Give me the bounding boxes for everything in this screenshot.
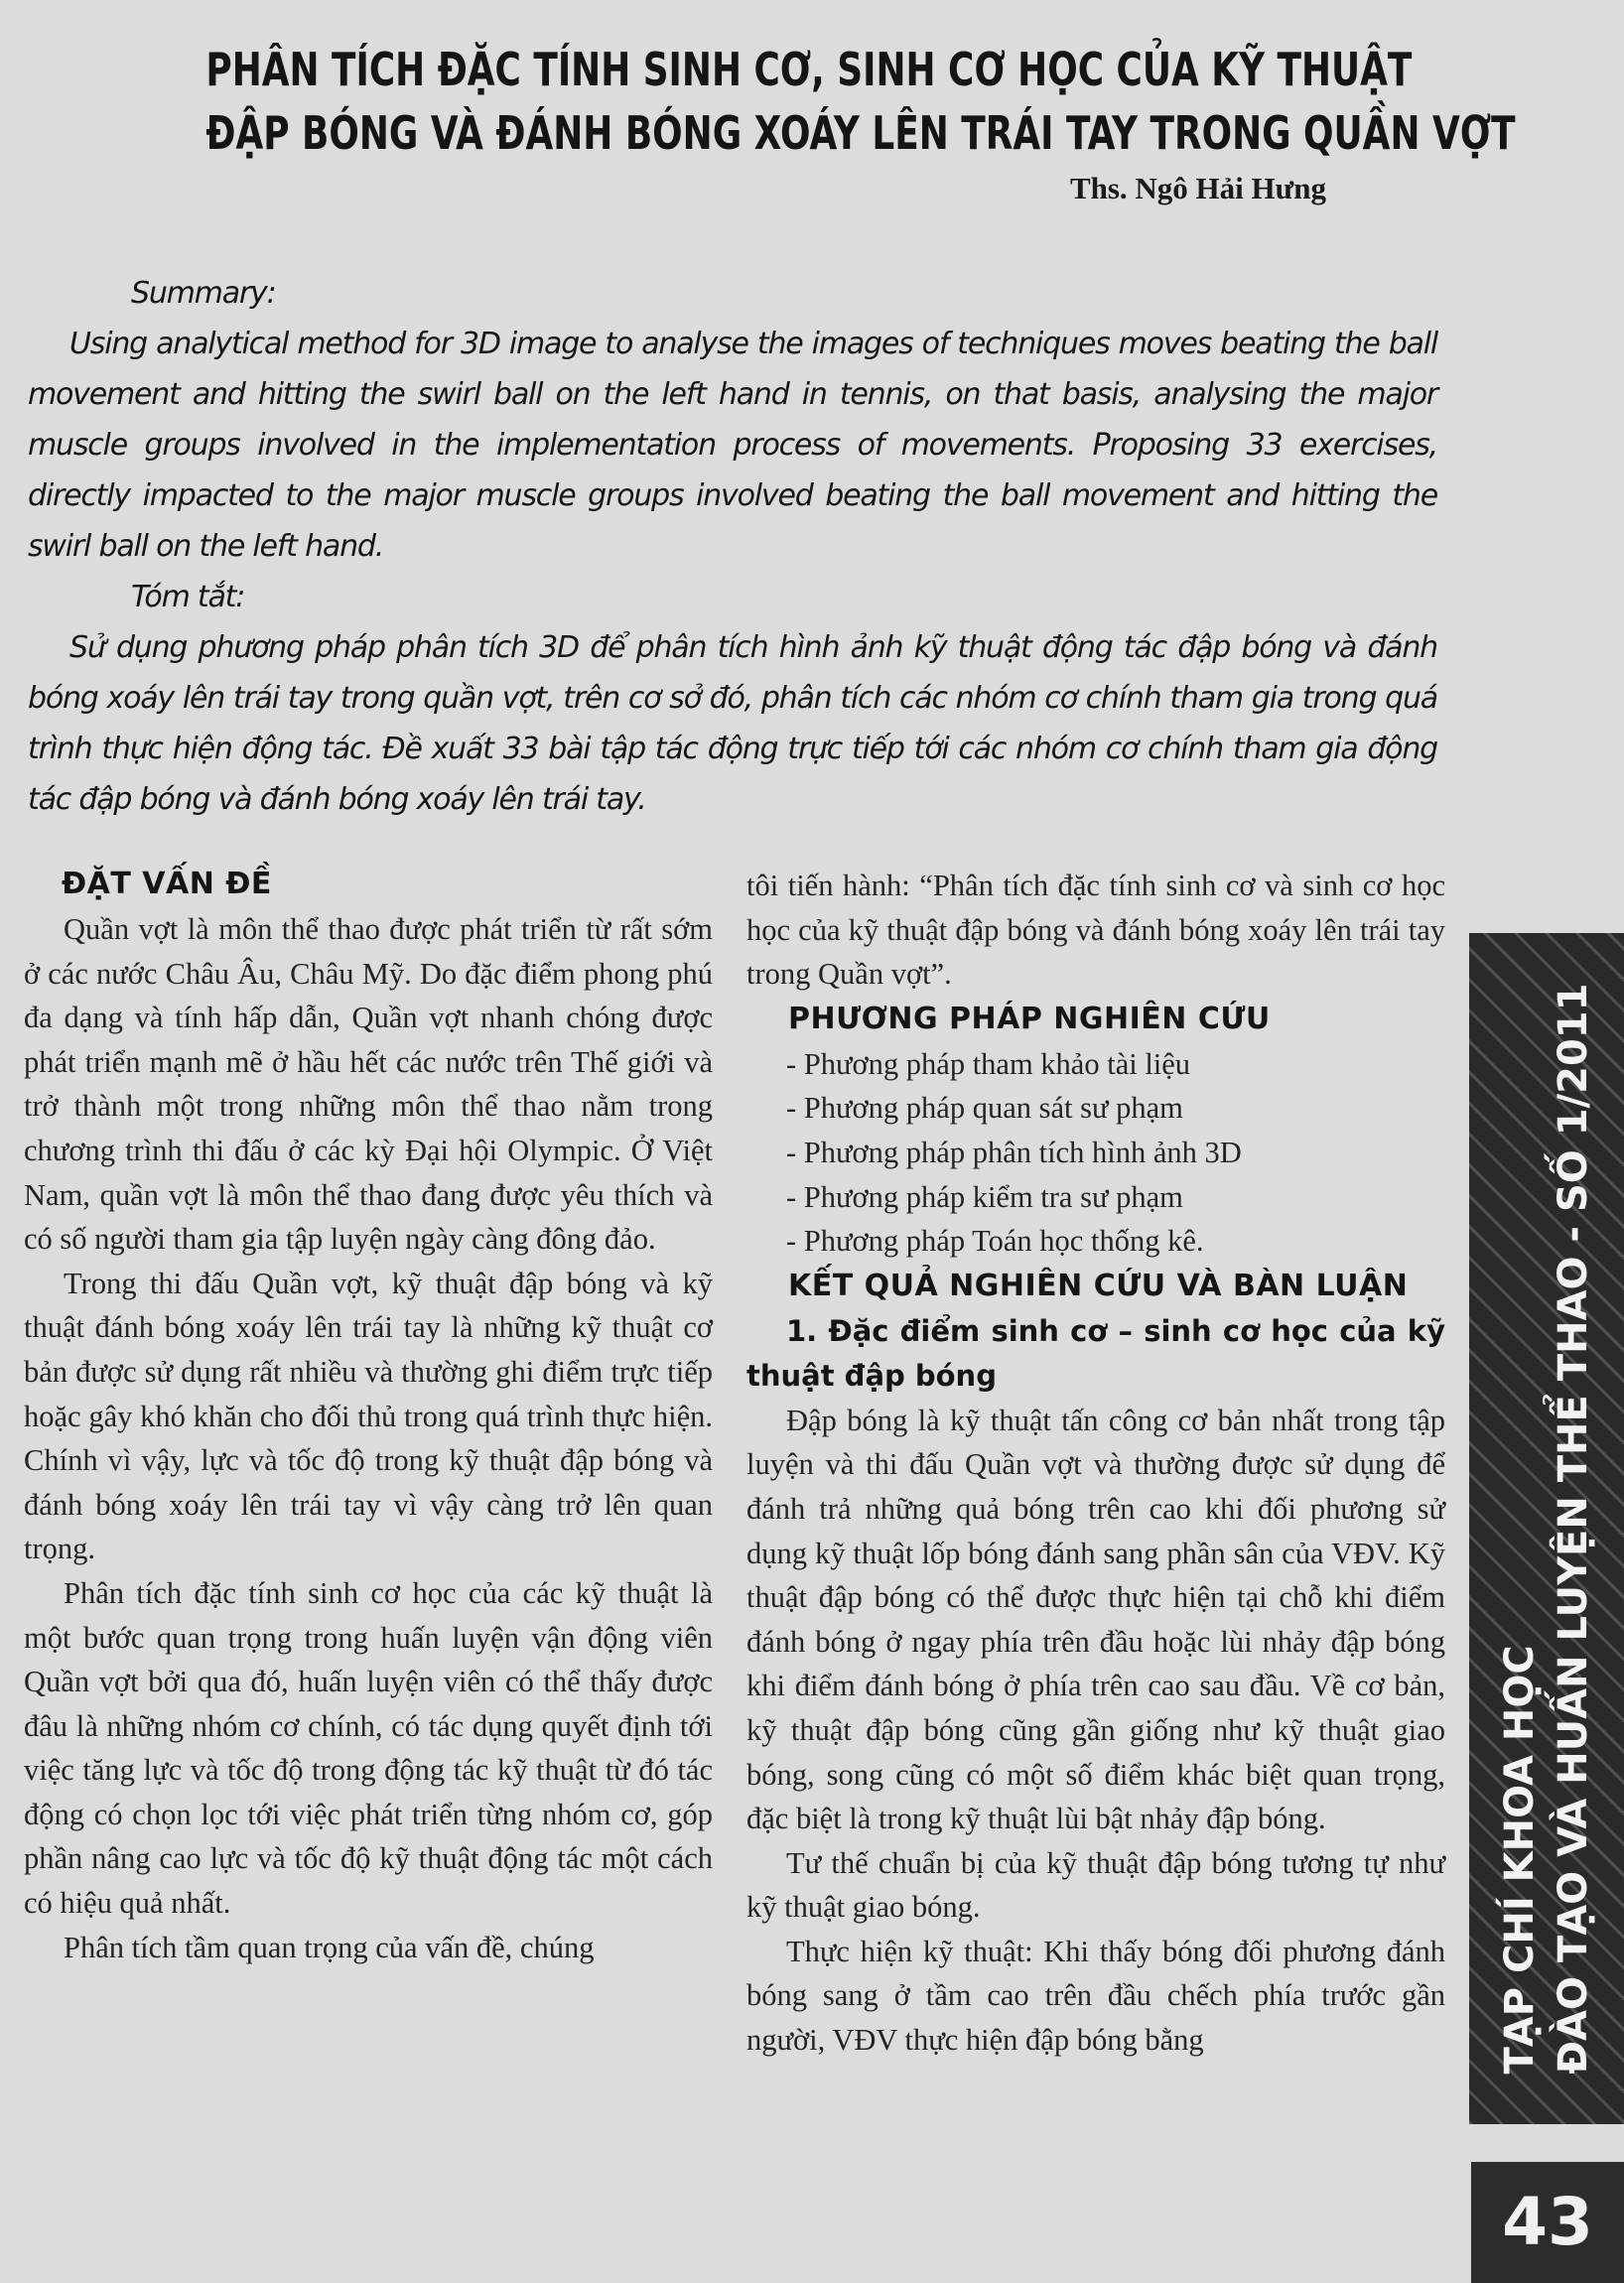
list-item: - Phương pháp quan sát sư phạm bbox=[786, 1091, 1183, 1126]
author-name: Ths. Ngô Hải Hưng bbox=[1069, 171, 1326, 205]
list-item: - Phương pháp phân tích hình ảnh 3D bbox=[786, 1135, 1242, 1169]
article-title bbox=[205, 38, 1516, 165]
list-item: - Phương pháp Toán học thống kê. bbox=[786, 1224, 1204, 1259]
abstract-block bbox=[28, 268, 1437, 825]
title-line-1: PHÂN TÍCH ĐẶC TÍNH SINH CƠ, SINH CƠ HỌC CỦA KỸ THUẬT bbox=[205, 43, 1413, 96]
summary-text: Using analytical method for 3D image to analyse the images of techniques moves beating the ball movement and hitting the swirl ball on the left hand in tennis, on that basis, analysing the major muscle groups involved in the implementation process of movements. Proposing 33 exercises, directly impacted to the major muscle groups involved beating the ball movement and hitting the swirl ball on the left hand. bbox=[28, 327, 1437, 564]
list-item: - Phương pháp tham khảo tài liệu bbox=[786, 1046, 1191, 1081]
list-item: - Phương pháp kiểm tra sư phạm bbox=[786, 1179, 1183, 1214]
section-heading-intro: ĐẶT VẤN ĐỀ bbox=[62, 867, 272, 901]
journal-name bbox=[1493, 984, 1600, 2075]
paragraph: Đập bóng là kỹ thuật tấn công cơ bản nhất trong tập luyện và thi đấu Quần vợt và thường được sử dụng để đánh trả những quả bóng trên cao khi đối phương sử dụng kỹ thuật lốp bóng đánh sang phần sân của VĐV. Kỹ thuật đập bóng có thể được thực hiện tại chỗ khi điểm đánh bóng ở ngay phía trên đầu hoặc lùi nhảy đập bóng khi điểm đánh bóng ở phía trên cao sau đầu. Về cơ bản, kỹ thuật đập bóng cũng gần giống như kỹ thuật giao bóng, song cũng có một số điểm khác biệt quan trọng, đặc biệt là trong kỹ thuật lùi bật nhảy đập bóng. bbox=[746, 1403, 1445, 1836]
paragraph: tôi tiến hành: “Phân tích đặc tính sinh cơ và sinh cơ học học của kỹ thuật đập bóng và đánh bóng xoáy lên trái tay trong Quần vợt”. bbox=[746, 869, 1445, 992]
journal-sidebar bbox=[1469, 933, 1624, 2124]
title-line-2: ĐẬP BÓNG VÀ ĐÁNH BÓNG XOÁY LÊN TRÁI TAY TRONG QUẦN VỢT bbox=[205, 106, 1516, 160]
summary-label: Summary: bbox=[131, 276, 276, 311]
section-heading-methods: PHƯƠNG PHÁP NGHIÊN CỨU bbox=[788, 1001, 1271, 1036]
paragraph: Tư thế chuẩn bị của kỹ thuật đập bóng tương tự như kỹ thuật giao bóng. bbox=[746, 1845, 1445, 1925]
paragraph: Quần vợt là môn thể thao được phát triển từ rất sớm ở các nước Châu Âu, Châu Mỹ. Do đặc điểm phong phú đa dạng và tính hấp dẫn, Quần vợt nhanh chóng được phát triển mạnh mẽ ở hầu hết các nước trên Thế giới và trở thành một trong những môn thể thao nằm trong chương trình thi đấu ở các kỳ Đại hội Olympic. Ở Việt Nam, quần vợt là môn thể thao đang được yêu thích và có số người tham gia tập luyện ngày càng đông đảo. bbox=[24, 912, 713, 1257]
right-column bbox=[746, 864, 1445, 2063]
paragraph: Thực hiện kỹ thuật: Khi thấy bóng đối phương đánh bóng sang ở tầm cao trên đầu chếch phía trước gần người, VĐV thực hiện đập bóng bằng bbox=[746, 1934, 1445, 2058]
journal-name-line-2: ĐÀO TẠO VÀ HUẤN LUYỆN THỂ THAO - SỐ 1/2011 bbox=[1551, 983, 1596, 2075]
left-column bbox=[24, 862, 713, 1969]
vn-summary-text: Sử dụng phương pháp phân tích 3D để phân tích hình ảnh kỹ thuật động tác đập bóng và đánh bóng xoáy lên trái tay trong quần vợt, trên cơ sở đó, phân tích các nhóm cơ chính tham gia trong quá trình thực hiện động tác. Đề xuất 33 bài tập tác động trực tiếp tới các nhóm cơ chính tham gia động tác đập bóng và đánh bóng xoáy lên trái tay. bbox=[28, 630, 1437, 817]
subsection-heading: 1. Đặc điểm sinh cơ – sinh cơ học của kỹ thuật đập bóng bbox=[746, 1313, 1445, 1393]
paragraph: Trong thi đấu Quần vợt, kỹ thuật đập bóng và kỹ thuật đánh bóng xoáy lên trái tay là những kỹ thuật cơ bản được sử dụng rất nhiều và thường ghi điểm trực tiếp hoặc gây khó khăn cho đối thủ trong quá trình thực hiện. Chính vì vậy, lực và tốc độ trong kỹ thuật đập bóng và đánh bóng xoáy lên trái tay vì vậy càng trở lên quan trọng. bbox=[24, 1266, 713, 1566]
vn-summary-label: Tóm tắt: bbox=[131, 580, 245, 614]
paragraph: Phân tích tầm quan trọng của vấn đề, chúng bbox=[64, 1930, 595, 1964]
journal-name-line-1: TẠP CHÍ KHOA HỌC bbox=[1497, 1645, 1543, 2075]
page-number: 43 bbox=[1471, 2162, 1624, 2283]
paragraph: Phân tích đặc tính sinh cơ học của các kỹ thuật là một bước quan trọng trong huấn luyện vận động viên Quần vợt bởi qua đó, huấn luyện viên có thể thấy được đâu là những nhóm cơ chính, có tác dụng quyết định tới việc tăng lực và tốc độ trong động tác kỹ thuật từ đó tác động có chọn lọc tới việc phát triển từng nhóm cơ, góp phần nâng cao lực và tốc độ kỹ thuật động tác một cách có hiệu quả nhất. bbox=[24, 1575, 713, 1921]
section-heading-results: KẾT QUẢ NGHIÊN CỨU VÀ BÀN LUẬN bbox=[788, 1268, 1409, 1303]
